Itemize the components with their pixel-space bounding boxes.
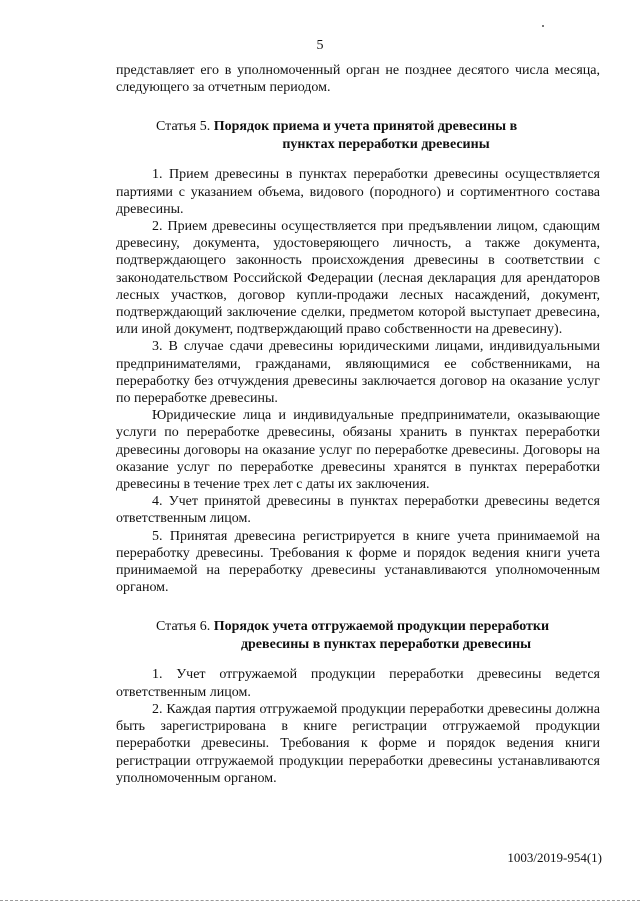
article-6-paragraph-1: 1. Учет отгружаемой продукции переработки древесины ведется ответственным лицом.: [116, 667, 600, 700]
article-5-heading: [116, 118, 600, 154]
article-6-paragraph-2: 2. Каждая партия отгружаемой продукции переработки древесины должна быть зарегистрирована в книге регистрации отгружаемой продукции переработки древесины. Требования к форме и порядок ведения книги регистрации отгружаемой продукции переработки древесины устанавливаются уполномоченным органом.: [116, 701, 600, 786]
article-5-paragraph-4: 4. Учет принятой древесины в пунктах переработки древесины ведется ответственным лицом.: [116, 494, 600, 527]
document-body: [116, 62, 600, 787]
article-5-paragraph-2: 2. Прием древесины осуществляется при предъявлении лицом, сдающим древесину, документа, удостоверяющего личность, а также документа, подтверждающего законность происхождения древесины в соответствии с законодательством Российской Федерации (лесная декларация для арендаторов лесных участков, договор купли-продажи лесных насаждений, документ, подтверждающий заключение сделки, предметом которой выступает древесина, или иной документ, подтверждающий право собственности на древесину).: [116, 219, 600, 338]
scan-speck: [542, 25, 544, 27]
document-code: 1003/2019-954(1): [507, 850, 602, 865]
scan-edge-line: [0, 900, 640, 901]
article-6-label: Статья 6.: [156, 619, 211, 635]
article-5-title-line2: пунктах переработки древесины: [282, 137, 490, 153]
article-6-title-line1: Порядок учета отгружаемой продукции переработки: [213, 619, 550, 635]
page-number: 5: [316, 38, 324, 53]
intro-paragraph: представляет его в уполномоченный орган не позднее десятого числа месяца, следующего за отчетным периодом.: [116, 63, 600, 96]
article-6-title-line2: древесины в пунктах переработки древесины: [240, 637, 532, 653]
article-5-paragraph-1: 1. Прием древесины в пунктах переработки древесины осуществляется партиями с указанием объема, видового (породного) и сортиментного состава древесины.: [116, 167, 600, 217]
article-5-paragraph-5: 5. Принятая древесина регистрируется в книге учета принимаемой на переработку древесины. Требования к форме и порядок ведения книги учета принимаемой на переработку древесины устанавливаются уполномоченным органом.: [116, 528, 600, 596]
article-5-label: Статья 5.: [156, 119, 211, 135]
article-5-paragraph-3b: Юридические лица и индивидуальные предприниматели, оказывающие услуги по переработке древесины, обязаны хранить в пунктах переработки древесины договоры на оказание услуг по переработке древесины. Договоры на оказание услуг по переработке древесины хранятся в пунктах переработки древесины в течение трех лет с даты их заключения.: [116, 408, 600, 493]
article-5-title-line1: Порядок приема и учета принятой древесины в: [213, 119, 518, 135]
article-6-heading: [116, 618, 600, 654]
article-5-paragraph-3: 3. В случае сдачи древесины юридическими лицами, индивидуальными предпринимателями, гражданами, являющимися ее собственниками, на переработку без отчуждения древесины заключается договор на оказание услуг по переработке древесины.: [116, 339, 600, 407]
